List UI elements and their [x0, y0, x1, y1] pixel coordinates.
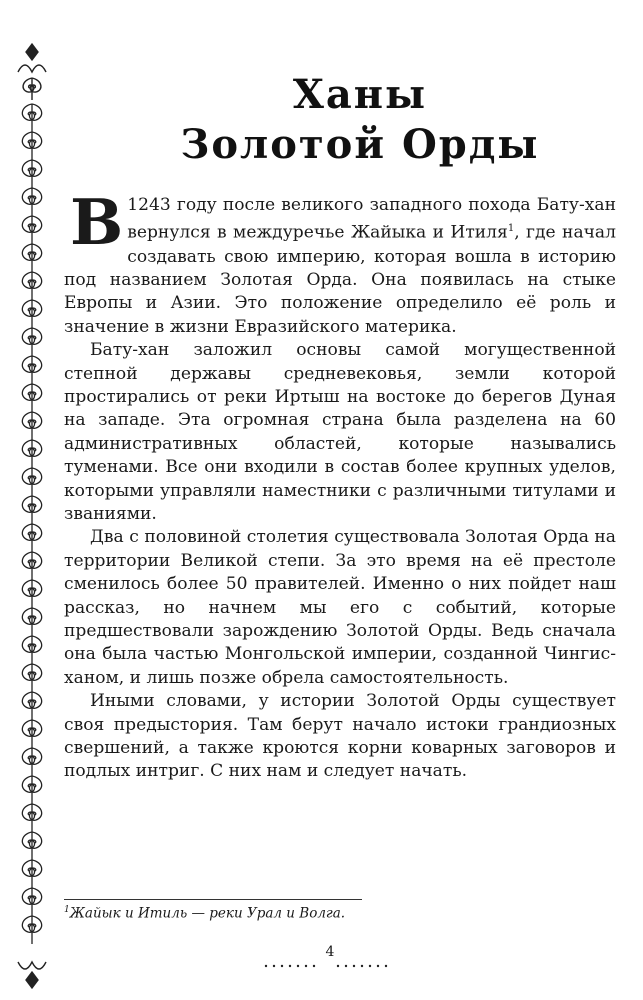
- paragraph-1-text-b: , где начал создавать свою империю, которая вошла в историю под названием Золотая Орда. Она появилась на стыке Европы и Азии. Это положение определило её роль и значение в жизни Евразийского материка.: [64, 223, 616, 337]
- ornamental-border-icon: [10, 42, 54, 992]
- paragraph-3: Два с половиной столетия существовала Золотая Орда на территории Великой степи. За это время на её престоле сменилось более 50 правителей. Именно о них пойдет наш рассказ, но начнем мы его с событий, которые предшествовали зарождению Золотой Орды. Ведь сначала она была частью Монгольской империи, созданной Чингис-ханом, и лишь позже обрела самостоятельность.: [64, 527, 616, 688]
- footnote-divider: [64, 899, 362, 900]
- page-number: 4: [325, 944, 335, 960]
- page-number-dots-icon: [258, 956, 398, 976]
- footnote-text: Жайык и Итиль — реки Урал и Волга.: [69, 905, 346, 922]
- drop-cap: В: [70, 185, 124, 259]
- main-text: [64, 185, 616, 784]
- footnote-reference: 1: [507, 223, 515, 235]
- footnote: [64, 905, 564, 922]
- paragraph-4: Иными словами, у истории Золотой Орды существует своя предыстория. Там берут начало истоки грандиозных свершений, а также кроются корни коварных заговоров и подлых интриг. С них нам и следует начать.: [64, 691, 616, 782]
- paragraph-2: Бату-хан заложил основы самой могущественной степной державы средневековья, земли которой простирались от реки Иртыш на востоке до берегов Дуная на западе. Эта огромная страна была разделена на 60 административных областей, которые назывались туменами. Все они входили в состав более крупных уделов, которыми управляли наместники с различными титулами и званиями.: [64, 340, 616, 524]
- footnote-mark: 1: [64, 905, 70, 915]
- paragraph-1: [64, 185, 616, 339]
- page-title: [110, 70, 610, 170]
- paragraph-1-text-a: 1243 году после великого западного похода Бату-хан вернулся в междуречье Жайыка и Итиля: [127, 195, 616, 244]
- title-line-2: Золотой Орды: [180, 121, 540, 168]
- title-line-1: Ханы: [292, 71, 428, 118]
